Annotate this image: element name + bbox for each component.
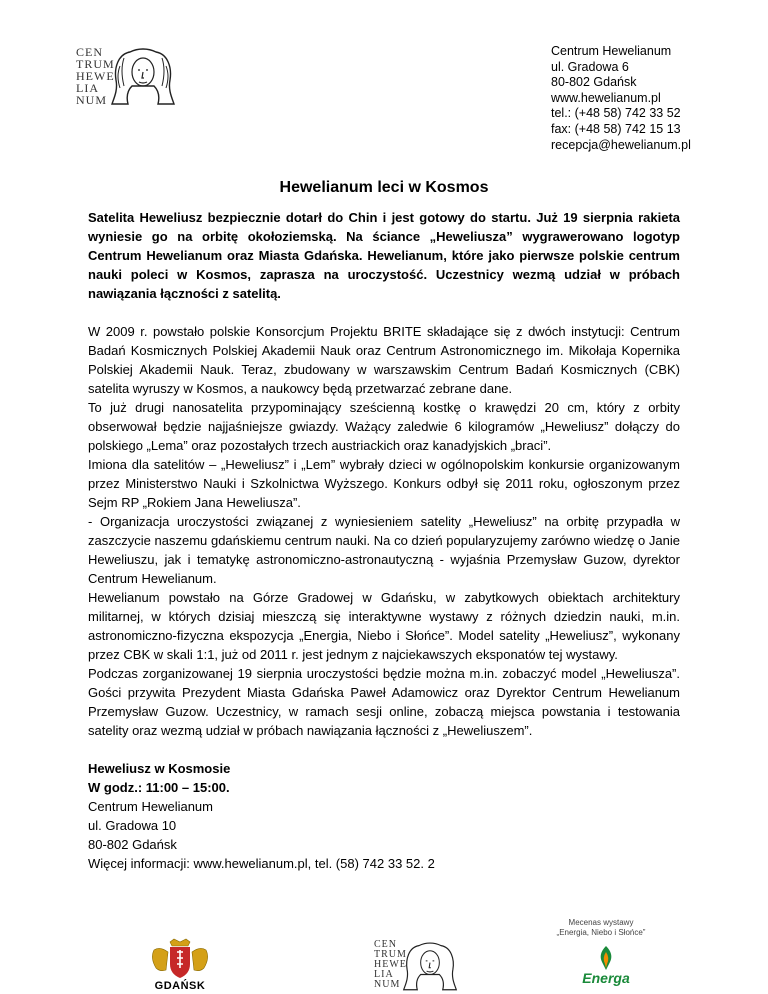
sponsor-line: „Energia, Niebo i Słońce” [556,928,646,937]
sponsor-line: Mecenas wystawy [568,918,634,927]
gdansk-label: GDAŃSK [154,980,206,992]
contact-website[interactable]: www.hewelianum.pl [551,90,661,105]
body-paragraph: - Organizacja uroczystości związanej z wyniesieniem satelity „Heweliusz” na orbitę przypadła w zaszczycie naszemu gdańskiemu centrum nauki. Na co dzień popularyzujemy zarówno wiedzę o Janie Heweliuszu, jak i tematykę astronomiczno-astronautyczną - wyjaśnia Przemysław Guzow, dyrektor Centrum Hewelianum. [88,514,680,586]
body-paragraph: W 2009 r. powstało polskie Konsorcjum Projektu BRITE składające się z dwóch instytucji: Centrum Badań Kosmicznych Polskiej Akademii Nauk oraz Centrum Astronomicznego im. Mikołaja Kopernika Polskiej Akademii Nauk. Teraz, zbudowany w warszawskim Centrum Badań Kosmicznych (CBK) satelita wyruszy w Kosmos, a naukowcy będą przetwarzać zebrane dane. [88,324,680,396]
energa-label: Energa [582,970,630,986]
contact-fax: fax: (+48 58) 742 15 13 [551,121,681,136]
event-name: Heweliusz w Kosmosie [88,761,231,776]
body-paragraph: Imiona dla satelitów – „Heweliusz” i „Lem” wybrały dzieci w ogólnopolskim konkursie organizowanym przez Ministerstwo Nauki i Szkolnictwa Wyższego. Konkurs odbył się 2011 roku, ogłoszonym przez Sejm RP „Rokiem Jana Heweliusza”. [88,457,680,510]
event-street: ul. Gradowa 10 [88,818,177,833]
footer-logo-wordmark: CEN TRUM HEWE LIA NUM [374,939,407,990]
hewelianum-footer-logo [374,940,464,994]
contact-email[interactable]: recepcja@hewelianum.pl [551,137,691,152]
hevelius-portrait-icon [402,940,458,992]
contact-block [551,44,691,153]
contact-city: 80-802 Gdańsk [551,75,637,90]
hevelius-portrait-icon [110,46,176,106]
document-title: Hewelianum leci w Kosmos [279,179,489,196]
contact-name: Centrum Hewelianum [551,44,672,58]
lead-paragraph: Satelita Heweliusz bezpiecznie dotarł do Chin i jest gotowy do startu. Już 19 sierpnia rakieta wyniesie go na orbitę okołoziemską. Na ściance „Heweliusza” wygrawerowano logotyp Centrum Hewelianum oraz Miasta Gdańska. Hewelianum, które jako pierwsze polskie centrum nauki poleci w Kosmos, zaprasza na uroczystość. Uczestnicy wezmą udział w próbach nawiązania łączności z satelitą. [88,210,680,301]
event-time: W godz.: 11:00 – 15:00. [88,780,230,795]
body-paragraph: Podczas zorganizowanej 19 sierpnia uroczystości będzie można m.in. zobaczyć model „Heweliusza”. Gości przywita Prezydent Miasta Gdańska Paweł Adamowicz oraz Dyrektor Centrum Hewelianum Przemysław Guzow. Uczestnicy, w ramach sesji online, zobaczą miejsca powstania i testowania satelity oraz wezmą udział w próbach nawiązania łączności z „Heweliuszem”. [88,666,680,738]
sponsor-caption [546,918,656,938]
body-paragraph: To już drugi nanosatelita przypominający sześcienną kostkę o krawędzi 20 cm, który z orbity obserwował będzie najjaśniejsze gwiazdy. Ważący zaledwie 6 kilogramów „Heweliusz” dołączy do polskiego „Lema” oraz pozostałych trzech austriackich oraz kanadyjskich „braci”. [88,400,680,453]
logo-wordmark: CEN TRUM HEWE LIA NUM [76,45,115,107]
gdansk-logo [148,938,212,994]
contact-phone: tel.: (+48 58) 742 33 52 [551,106,681,121]
energa-logo [578,944,634,994]
event-details [88,759,680,873]
event-city: 80-802 Gdańsk [88,837,177,852]
article-body [88,208,680,873]
contact-street: ul. Gradowa 6 [551,59,629,74]
energa-flame-icon [578,944,634,972]
event-info: Więcej informacji: www.hewelianum.pl, tel. (58) 742 33 52. 2 [88,856,435,871]
hewelianum-logo [76,46,176,106]
event-venue: Centrum Hewelianum [88,799,213,814]
body-paragraph: Hewelianum powstało na Górze Gradowej w Gdańsku, w zabytkowych obiektach architektury militarnej, w których dzisiaj mieszczą się interaktywne wystawy z różnych dziedzin nauki, m.in. astronomiczno-fizyczna ekspozycja „Energia, Niebo i Słońce”. Model satelity „Heweliusz”, wykonany przez CBK w skali 1:1, już od 2011 r. jest jednym z najciekawszych eksponatów tej wystawy. [88,590,680,662]
gdansk-crest-icon [148,938,212,980]
